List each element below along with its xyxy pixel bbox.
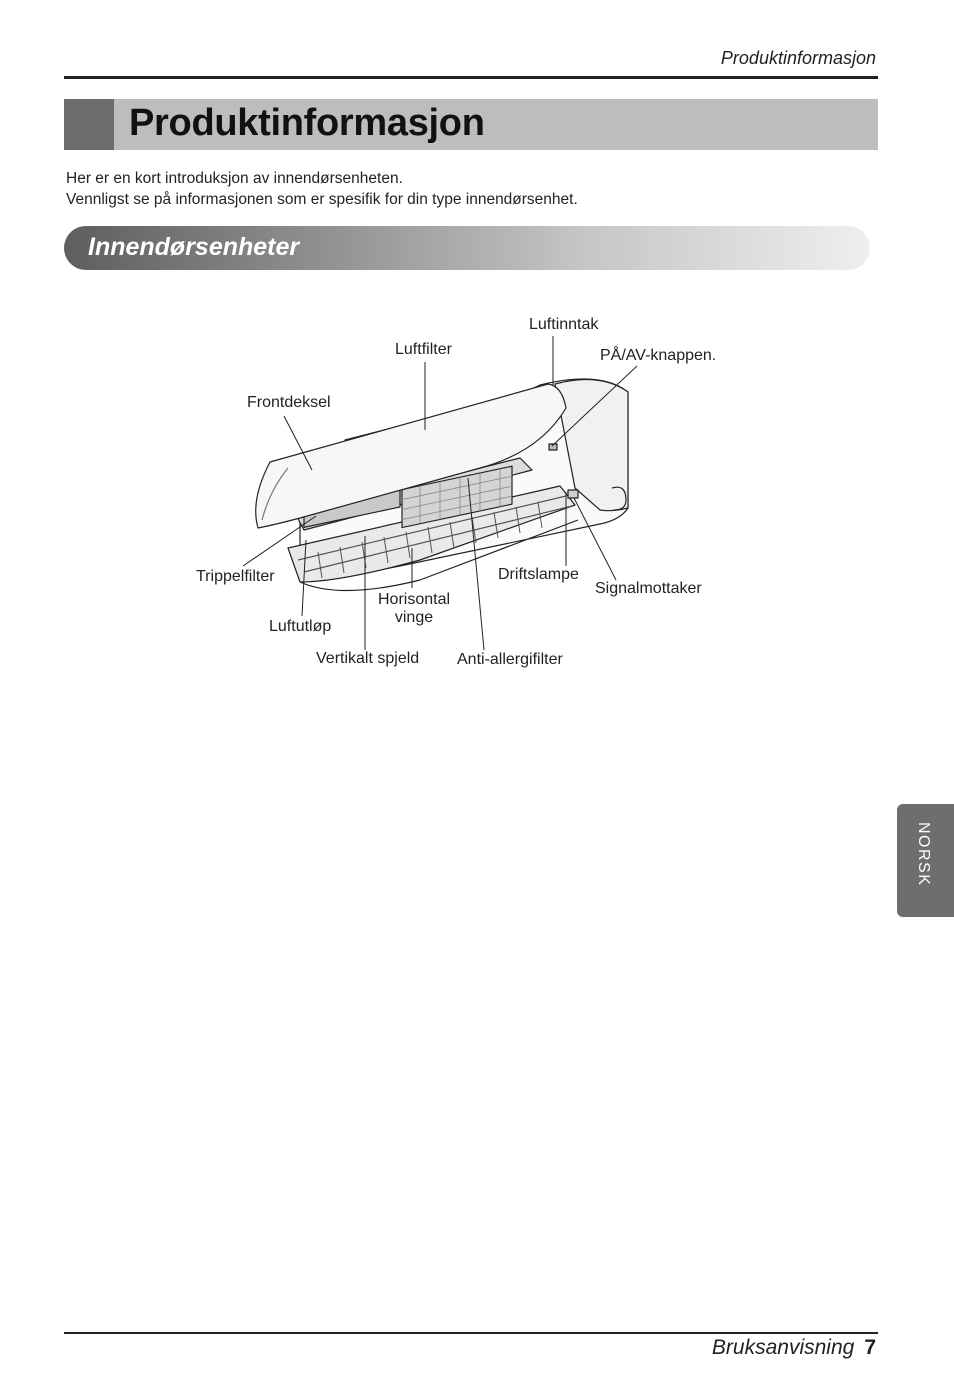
language-tab: [897, 804, 954, 917]
bottom-rule: [64, 1332, 878, 1334]
label-horizontal-vane: [368, 591, 460, 627]
label-operation-lamp: Driftslampe: [498, 566, 579, 583]
label-horizontal-vane-line: Horisontal: [377, 591, 451, 608]
label-anti-allergy-filter: Anti-allergifilter: [457, 651, 563, 668]
label-vertical-louver: Vertikalt spjeld: [316, 650, 420, 667]
page-number: 7: [864, 1336, 876, 1359]
label-horizontal-vane-line: vinge: [394, 609, 434, 626]
running-header: Produktinformasjon: [720, 48, 876, 68]
label-air-intake: Luftinntak: [529, 316, 599, 333]
language-tab-label: NORSK: [915, 822, 932, 887]
label-signal-receiver: Signalmottaker: [595, 580, 702, 597]
footer: [712, 1336, 876, 1360]
page-title: Produktinformasjon: [129, 102, 485, 144]
signal-receiver: [568, 490, 578, 498]
section-title: Innendørsenheter: [88, 233, 300, 261]
footer-label: Bruksanvisning: [711, 1336, 855, 1359]
label-air-outlet: Luftutløp: [269, 618, 332, 635]
label-air-filter: Luftfilter: [395, 341, 452, 358]
intro-line: Her er en kort introduksjon av innendørsenheten.: [66, 170, 403, 187]
label-front-cover: Frontdeksel: [247, 394, 331, 411]
label-triple-filter: Trippelfilter: [196, 568, 275, 585]
label-power-button: PÅ/AV-knappen.: [600, 347, 717, 364]
intro-line: Vennligst se på informasjonen som er spesifik for din type innendørsenhet.: [66, 191, 578, 208]
